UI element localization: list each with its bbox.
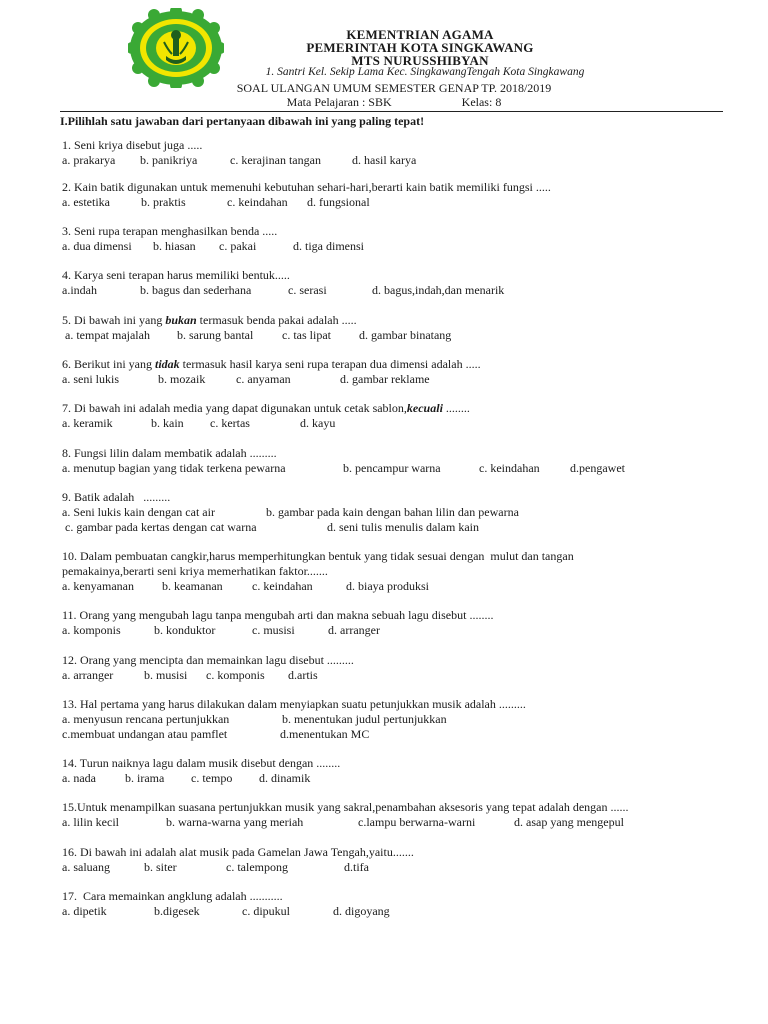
government-name: PEMERINTAH KOTA SINGKAWANG bbox=[306, 40, 534, 55]
option-c[interactable]: c. pakai bbox=[219, 239, 257, 253]
option-b[interactable]: b. mozaik bbox=[158, 372, 206, 386]
option-a[interactable]: a. menutup bagian yang tidak terkena pewarna bbox=[62, 461, 286, 475]
question-stem: 15.Untuk menampilkan suasana pertunjukkan musik yang sakral,penambahan aksesoris yang tepat adalah dengan ...... bbox=[62, 800, 629, 814]
option-a[interactable]: a. arranger bbox=[62, 668, 114, 682]
header-divider bbox=[60, 111, 723, 112]
option-a[interactable]: a. dua dimensi bbox=[62, 239, 132, 253]
school-address: 1. Santri Kel. Sekip Lama Kec. SingkawangTengah Kota Singkawang bbox=[265, 66, 585, 78]
option-a[interactable]: a. saluang bbox=[62, 860, 110, 874]
option-c[interactable]: c. talempong bbox=[226, 860, 288, 874]
question-stem: 13. Hal pertama yang harus dilakukan dalam menyiapkan suatu petunjukkan musik adalah ......... bbox=[62, 697, 526, 711]
option-b[interactable]: b. irama bbox=[125, 771, 165, 785]
option-b[interactable]: b.digesek bbox=[154, 904, 200, 918]
option-d[interactable]: d. gambar reklame bbox=[340, 372, 430, 386]
question-stem: 1. Seni kriya disebut juga ..... bbox=[62, 138, 203, 152]
answer-options bbox=[62, 505, 732, 520]
question-3 bbox=[62, 224, 732, 254]
option-d[interactable]: d. fungsional bbox=[307, 195, 370, 209]
answer-options bbox=[62, 815, 732, 830]
option-c[interactable]: c. kertas bbox=[210, 416, 250, 430]
question-1 bbox=[62, 138, 732, 168]
question-5 bbox=[62, 313, 732, 343]
keyword-bukan: bukan bbox=[165, 313, 197, 327]
question-stem: 3. Seni rupa terapan menghasilkan benda ..... bbox=[62, 224, 278, 238]
option-c[interactable]: c.membuat undangan atau pamflet bbox=[62, 727, 228, 741]
option-a[interactable]: a. Seni lukis kain dengan cat air bbox=[62, 505, 215, 519]
subject-label: Mata Pelajaran : SBK bbox=[286, 95, 392, 109]
option-d[interactable]: d. gambar binatang bbox=[359, 328, 452, 342]
question-7 bbox=[62, 401, 732, 431]
exam-meta bbox=[60, 95, 728, 110]
answer-options bbox=[62, 860, 732, 875]
option-a[interactable]: a. nada bbox=[62, 771, 96, 785]
answer-options bbox=[62, 771, 732, 786]
option-d[interactable]: d. biaya produksi bbox=[346, 579, 429, 593]
question-stem: 10. Dalam pembuatan cangkir,harus memperhitungkan bentuk yang tidak sesuai dengan mulut dan tangan bbox=[62, 549, 574, 563]
option-a[interactable]: a. prakarya bbox=[62, 153, 116, 167]
option-b[interactable]: b. sarung bantal bbox=[177, 328, 254, 342]
option-c[interactable]: c. keindahan bbox=[479, 461, 540, 475]
answer-options bbox=[62, 668, 732, 683]
question-14 bbox=[62, 756, 732, 786]
question-stem: 12. Orang yang mencipta dan memainkan lagu disebut ......... bbox=[62, 653, 354, 667]
question-stem: 17. Cara memainkan angklung adalah ........... bbox=[62, 889, 283, 903]
answer-options bbox=[62, 727, 732, 742]
option-a[interactable]: a. keramik bbox=[62, 416, 113, 430]
option-c[interactable]: c. serasi bbox=[288, 283, 327, 297]
option-a[interactable]: a. seni lukis bbox=[62, 372, 119, 386]
question-15 bbox=[62, 800, 732, 830]
question-4 bbox=[62, 268, 732, 298]
answer-options bbox=[62, 372, 732, 387]
option-d[interactable]: d. digoyang bbox=[333, 904, 390, 918]
option-a[interactable]: a. lilin kecil bbox=[62, 815, 119, 829]
question-9 bbox=[62, 490, 732, 535]
exam-title: SOAL ULANGAN UMUM SEMESTER GENAP TP. 2018/2019 bbox=[236, 81, 552, 95]
question-stem-continued: pemakainya,berarti seni kriya memerhatikan faktor....... bbox=[62, 564, 328, 578]
question-6 bbox=[62, 357, 732, 387]
question-12 bbox=[62, 653, 732, 683]
question-17 bbox=[62, 889, 732, 919]
school-name: MTS NURUSSHIBYAN bbox=[351, 53, 489, 68]
question-stem: 5. Di bawah ini yang bukan termasuk benda pakai adalah ..... bbox=[62, 313, 357, 327]
answer-options bbox=[62, 712, 732, 727]
option-c[interactable]: c. dipukul bbox=[242, 904, 290, 918]
option-b[interactable]: b. menentukan judul pertunjukkan bbox=[282, 712, 447, 726]
question-stem: 6. Berikut ini yang tidak termasuk hasil karya seni rupa terapan dua dimensi adalah ..... bbox=[62, 357, 481, 371]
answer-options bbox=[62, 239, 732, 254]
option-d[interactable]: d. bagus,indah,dan menarik bbox=[372, 283, 505, 297]
question-stem: 14. Turun naiknya lagu dalam musik disebut dengan ........ bbox=[62, 756, 341, 770]
question-stem: 9. Batik adalah ......... bbox=[62, 490, 171, 504]
option-d[interactable]: d. kayu bbox=[300, 416, 336, 430]
option-b[interactable]: b. kain bbox=[151, 416, 184, 430]
question-stem: 2. Kain batik digunakan untuk memenuhi kebutuhan sehari-hari,berarti kain batik memiliki fungsi ..... bbox=[62, 180, 551, 194]
option-c[interactable]: c. keindahan bbox=[227, 195, 288, 209]
answer-options bbox=[62, 520, 732, 535]
option-c[interactable]: c. gambar pada kertas dengan cat warna bbox=[62, 520, 257, 534]
option-c[interactable]: c. anyaman bbox=[236, 372, 291, 386]
question-stem: 7. Di bawah ini adalah media yang dapat digunakan untuk cetak sablon,kecuali ........ bbox=[62, 401, 470, 415]
keyword-kecuali: kecuali bbox=[406, 401, 443, 415]
question-10 bbox=[62, 549, 732, 594]
answer-options bbox=[62, 461, 732, 476]
grade-label: Kelas: 8 bbox=[461, 95, 502, 109]
answer-options bbox=[62, 579, 732, 594]
option-b[interactable]: b. gambar pada kain dengan bahan lilin dan pewarna bbox=[266, 505, 519, 519]
answer-options bbox=[62, 195, 732, 210]
option-a[interactable]: a. tempat majalah bbox=[62, 328, 150, 342]
option-c[interactable]: c. komponis bbox=[206, 668, 265, 682]
option-a[interactable]: a. kenyamanan bbox=[62, 579, 134, 593]
question-stem: 8. Fungsi lilin dalam membatik adalah ......... bbox=[62, 446, 277, 460]
option-d[interactable]: d. arranger bbox=[328, 623, 380, 637]
option-c[interactable]: c. tempo bbox=[191, 771, 233, 785]
option-a[interactable]: a.indah bbox=[62, 283, 97, 297]
school-logo bbox=[128, 8, 224, 88]
question-8 bbox=[62, 446, 732, 476]
option-a[interactable]: a. menyusun rencana pertunjukkan bbox=[62, 712, 230, 726]
question-13 bbox=[62, 697, 732, 742]
option-b[interactable]: b. hiasan bbox=[153, 239, 196, 253]
question-stem: 16. Di bawah ini adalah alat musik pada Gamelan Jawa Tengah,yaitu....... bbox=[62, 845, 414, 859]
option-b[interactable]: b. pencampur warna bbox=[343, 461, 441, 475]
option-d[interactable]: d. seni tulis menulis dalam kain bbox=[327, 520, 479, 534]
question-16 bbox=[62, 845, 732, 875]
option-c[interactable]: c. kerajinan tangan bbox=[230, 153, 321, 167]
letterhead bbox=[225, 28, 615, 67]
option-a[interactable]: a. komponis bbox=[62, 623, 121, 637]
question-2 bbox=[62, 180, 732, 210]
option-d[interactable]: d.menentukan MC bbox=[280, 727, 370, 741]
answer-options bbox=[62, 153, 732, 168]
option-b[interactable]: b. praktis bbox=[141, 195, 186, 209]
option-b[interactable]: b. konduktor bbox=[154, 623, 216, 637]
option-d[interactable]: d. dinamik bbox=[259, 771, 311, 785]
answer-options bbox=[62, 328, 732, 343]
option-a[interactable]: a. dipetik bbox=[62, 904, 107, 918]
option-c[interactable]: c.lampu berwarna-warni bbox=[358, 815, 476, 829]
answer-options bbox=[62, 416, 732, 431]
logo-badge bbox=[128, 8, 224, 88]
option-b[interactable]: b. panikriya bbox=[140, 153, 198, 167]
ministry-name: KEMENTRIAN AGAMA bbox=[346, 27, 494, 42]
option-b[interactable]: b. bagus dan sederhana bbox=[140, 283, 252, 297]
option-d[interactable]: d. asap yang mengepul bbox=[514, 815, 624, 829]
option-d[interactable]: d.tifa bbox=[344, 860, 369, 874]
option-b[interactable]: b. musisi bbox=[144, 668, 188, 682]
option-b[interactable]: b. siter bbox=[144, 860, 177, 874]
option-b[interactable]: b. warna-warna yang meriah bbox=[166, 815, 304, 829]
option-c[interactable]: c. musisi bbox=[252, 623, 295, 637]
section-instruction: I.Pilihlah satu jawaban dari pertanyaan dibawah ini yang paling tepat! bbox=[60, 114, 425, 128]
answer-options bbox=[62, 623, 732, 638]
option-c[interactable]: c. tas lipat bbox=[282, 328, 331, 342]
option-b[interactable]: b. keamanan bbox=[162, 579, 223, 593]
keyword-tidak: tidak bbox=[155, 357, 180, 371]
option-d[interactable]: d. tiga dimensi bbox=[293, 239, 364, 253]
question-stem: 4. Karya seni terapan harus memiliki bentuk..... bbox=[62, 268, 290, 282]
option-a[interactable]: a. estetika bbox=[62, 195, 110, 209]
option-d[interactable]: d. hasil karya bbox=[352, 153, 417, 167]
option-d[interactable]: d.pengawet bbox=[570, 461, 625, 475]
answer-options bbox=[62, 904, 732, 919]
question-11 bbox=[62, 608, 732, 638]
answer-options bbox=[62, 283, 732, 298]
option-c[interactable]: c. keindahan bbox=[252, 579, 313, 593]
question-stem: 11. Orang yang mengubah lagu tanpa mengubah arti dan makna sebuah lagu disebut ........ bbox=[62, 608, 494, 622]
option-d[interactable]: d.artis bbox=[288, 668, 318, 682]
